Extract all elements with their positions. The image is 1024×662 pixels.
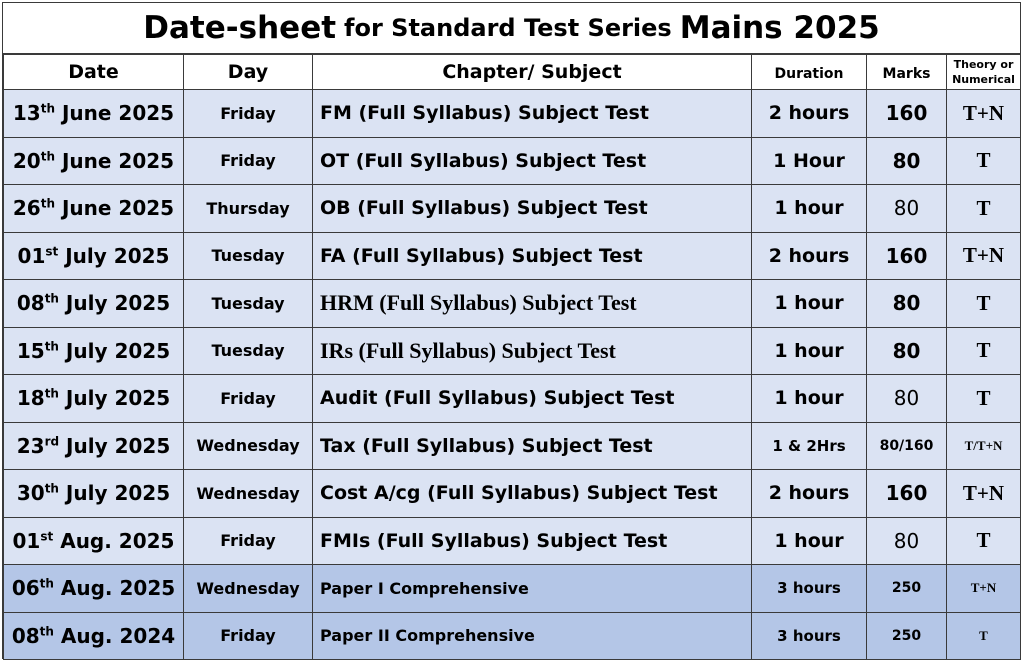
cell-type: T xyxy=(947,185,1021,233)
title-part-3: Mains 2025 xyxy=(679,10,880,46)
cell-day: Wednesday xyxy=(184,422,313,470)
cell-marks: 80 xyxy=(867,185,947,233)
cell-type: T xyxy=(947,375,1021,423)
cell-subject: Cost A/cg (Full Syllabus) Subject Test xyxy=(313,470,752,518)
cell-duration: 2 hours xyxy=(752,470,867,518)
cell-date: 30th July 2025 xyxy=(4,470,184,518)
cell-subject: FM (Full Syllabus) Subject Test xyxy=(313,90,752,138)
cell-duration: 3 hours xyxy=(752,565,867,613)
cell-type: T xyxy=(947,327,1021,375)
title-part-1: Date-sheet xyxy=(143,10,337,46)
table-row xyxy=(4,517,1021,565)
cell-duration: 1 hour xyxy=(752,185,867,233)
cell-subject: HRM (Full Syllabus) Subject Test xyxy=(313,280,752,328)
cell-type: T+N xyxy=(947,470,1021,518)
cell-subject: OT (Full Syllabus) Subject Test xyxy=(313,137,752,185)
cell-day: Tuesday xyxy=(184,232,313,280)
cell-day: Wednesday xyxy=(184,565,313,613)
cell-date: 06th Aug. 2025 xyxy=(4,565,184,613)
table-row xyxy=(4,565,1021,613)
cell-day: Friday xyxy=(184,612,313,660)
header-marks: Marks xyxy=(867,55,947,90)
header-type: Theory or Numerical xyxy=(947,55,1021,90)
table-row xyxy=(4,327,1021,375)
cell-duration: 1 hour xyxy=(752,375,867,423)
cell-date: 01st Aug. 2025 xyxy=(4,517,184,565)
cell-date: 15th July 2025 xyxy=(4,327,184,375)
cell-subject: Paper II Comprehensive xyxy=(313,612,752,660)
cell-type: T xyxy=(947,612,1021,660)
cell-date: 13th June 2025 xyxy=(4,90,184,138)
cell-duration: 1 Hour xyxy=(752,137,867,185)
cell-day: Tuesday xyxy=(184,327,313,375)
date-sheet xyxy=(2,2,1021,659)
cell-date: 20th June 2025 xyxy=(4,137,184,185)
cell-day: Wednesday xyxy=(184,470,313,518)
table-row xyxy=(4,612,1021,660)
header-row xyxy=(4,55,1021,90)
table-row xyxy=(4,422,1021,470)
title-part-2: for Standard Test Series xyxy=(344,14,672,42)
table-row xyxy=(4,470,1021,518)
cell-duration: 1 hour xyxy=(752,280,867,328)
header-duration: Duration xyxy=(752,55,867,90)
cell-marks: 80 xyxy=(867,280,947,328)
cell-marks: 80 xyxy=(867,327,947,375)
cell-date: 23rd July 2025 xyxy=(4,422,184,470)
header-date: Date xyxy=(4,55,184,90)
cell-duration: 2 hours xyxy=(752,232,867,280)
cell-marks: 80 xyxy=(867,517,947,565)
cell-subject: OB (Full Syllabus) Subject Test xyxy=(313,185,752,233)
page-title xyxy=(3,3,1020,54)
cell-marks: 80 xyxy=(867,137,947,185)
cell-duration: 1 hour xyxy=(752,327,867,375)
table-row xyxy=(4,137,1021,185)
cell-date: 08th July 2025 xyxy=(4,280,184,328)
cell-date: 08th Aug. 2024 xyxy=(4,612,184,660)
header-day: Day xyxy=(184,55,313,90)
cell-subject: FMIs (Full Syllabus) Subject Test xyxy=(313,517,752,565)
cell-day: Friday xyxy=(184,90,313,138)
cell-day: Thursday xyxy=(184,185,313,233)
cell-type: T xyxy=(947,280,1021,328)
cell-subject: Audit (Full Syllabus) Subject Test xyxy=(313,375,752,423)
table-row xyxy=(4,90,1021,138)
cell-marks: 250 xyxy=(867,612,947,660)
cell-type: T+N xyxy=(947,232,1021,280)
cell-subject: FA (Full Syllabus) Subject Test xyxy=(313,232,752,280)
cell-marks: 160 xyxy=(867,470,947,518)
cell-day: Friday xyxy=(184,517,313,565)
cell-duration: 1 & 2Hrs xyxy=(752,422,867,470)
cell-marks: 160 xyxy=(867,232,947,280)
cell-day: Tuesday xyxy=(184,280,313,328)
cell-marks: 250 xyxy=(867,565,947,613)
cell-duration: 3 hours xyxy=(752,612,867,660)
cell-type: T+N xyxy=(947,565,1021,613)
cell-duration: 1 hour xyxy=(752,517,867,565)
table-row xyxy=(4,232,1021,280)
cell-type: T xyxy=(947,137,1021,185)
cell-marks: 160 xyxy=(867,90,947,138)
cell-marks: 80 xyxy=(867,375,947,423)
table-row xyxy=(4,375,1021,423)
cell-marks: 80/160 xyxy=(867,422,947,470)
cell-subject: Paper I Comprehensive xyxy=(313,565,752,613)
cell-type: T+N xyxy=(947,90,1021,138)
header-subject: Chapter/ Subject xyxy=(313,55,752,90)
cell-subject: Tax (Full Syllabus) Subject Test xyxy=(313,422,752,470)
cell-type: T/T+N xyxy=(947,422,1021,470)
table-row xyxy=(4,185,1021,233)
cell-type: T xyxy=(947,517,1021,565)
cell-day: Friday xyxy=(184,375,313,423)
cell-day: Friday xyxy=(184,137,313,185)
schedule-table xyxy=(3,54,1021,660)
cell-date: 01st July 2025 xyxy=(4,232,184,280)
cell-date: 18th July 2025 xyxy=(4,375,184,423)
table-row xyxy=(4,280,1021,328)
cell-date: 26th June 2025 xyxy=(4,185,184,233)
cell-subject: IRs (Full Syllabus) Subject Test xyxy=(313,327,752,375)
cell-duration: 2 hours xyxy=(752,90,867,138)
